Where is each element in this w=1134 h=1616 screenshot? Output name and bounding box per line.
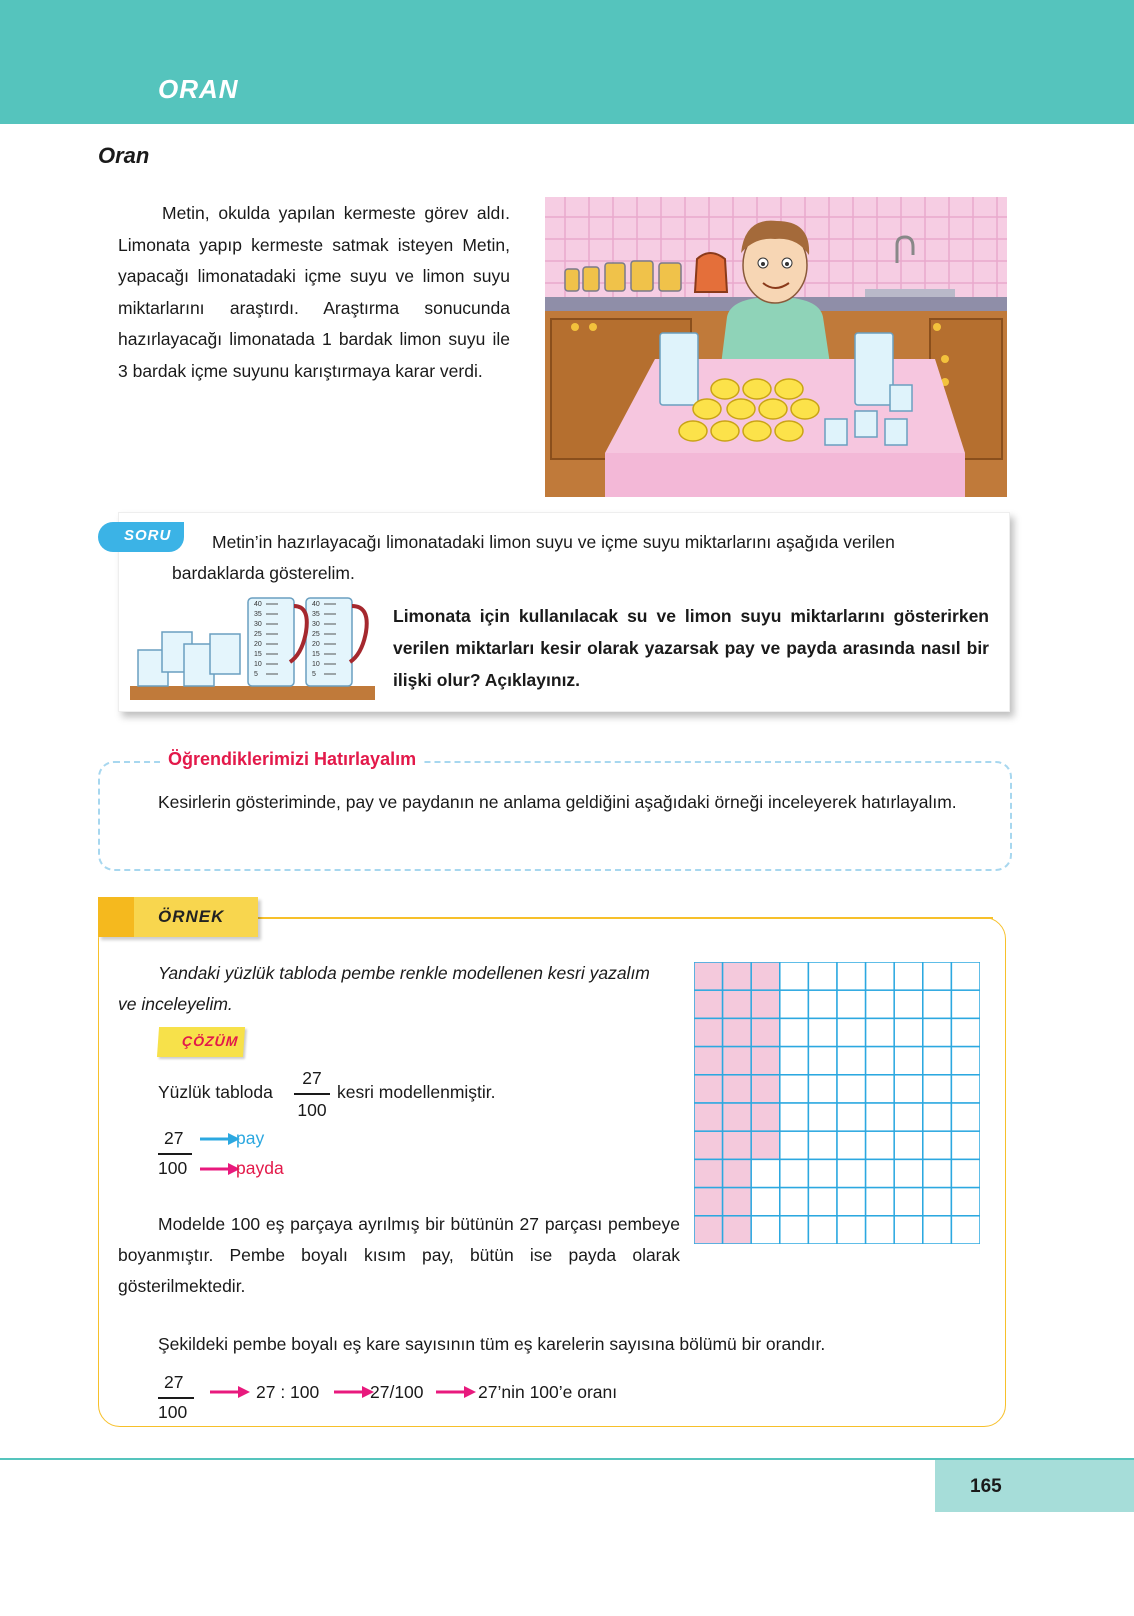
grid-cell-shaded: [751, 990, 780, 1018]
grid-cell: [951, 1018, 980, 1046]
grid-cell-shaded: [723, 1103, 752, 1131]
pitcher-mark-label: 10: [254, 661, 262, 668]
remember-text-content: Kesirlerin gösteriminde, pay ve paydanın ne anlama geldiğini aşağıdaki örneği inceleyerek hatırlayalım.: [158, 792, 957, 812]
grid-cell-shaded: [723, 1188, 752, 1216]
grid-cell: [837, 1018, 866, 1046]
grid-cell-shaded: [751, 1047, 780, 1075]
ornek-badge-stripe: [98, 897, 134, 937]
grid-cell: [780, 1159, 809, 1187]
grid-cell: [866, 1216, 895, 1244]
arrow-icon: [436, 1385, 476, 1399]
ratio-form-colon: 27 : 100: [256, 1382, 320, 1402]
grid-cell-shaded: [723, 1018, 752, 1046]
line1-before: Yüzlük tabloda: [158, 1082, 273, 1102]
pitcher-mark-label: 5: [312, 671, 316, 678]
grid-cell: [808, 1103, 837, 1131]
grid-cell: [894, 1047, 923, 1075]
grid-cell-shaded: [723, 1075, 752, 1103]
grid-cell: [923, 1075, 952, 1103]
grid-cell: [894, 962, 923, 990]
grid-cell-shaded: [694, 962, 723, 990]
grid-cell-shaded: [723, 1047, 752, 1075]
grid-cell: [923, 1188, 952, 1216]
fraction-numerator: 27: [302, 1068, 322, 1088]
grid-cell: [951, 1216, 980, 1244]
grid-cell: [923, 1103, 952, 1131]
ratio-form-slash: 27/100: [370, 1382, 424, 1402]
grid-cell: [894, 1075, 923, 1103]
fraction-27-100: [294, 1066, 330, 1122]
page-number-box: [935, 1460, 1134, 1512]
pitcher-mark-label: 15: [312, 651, 320, 658]
grid-cell: [923, 1047, 952, 1075]
pitcher-mark-label: 20: [254, 641, 262, 648]
grid-cell-shaded: [751, 962, 780, 990]
grid-cell: [780, 990, 809, 1018]
page-number: 165: [970, 1476, 1002, 1497]
grid-cell: [808, 1075, 837, 1103]
grid-cell: [780, 962, 809, 990]
chapter-title: ORAN: [158, 74, 239, 104]
grid-cell: [951, 990, 980, 1018]
grid-cell: [951, 962, 980, 990]
soru-text-content: Metin’in hazırlayacağı limonatadaki limon suyu ve içme suyu miktarlarını aşağıda verilen bardaklarda gösterelim.: [172, 532, 895, 583]
grid-cell: [866, 1159, 895, 1187]
grid-cell: [951, 1047, 980, 1075]
line1-after: kesri modellenmiştir.: [337, 1082, 496, 1102]
pitcher-mark-label: 20: [312, 641, 320, 648]
remember-title: Öğrendiklerimizi Hatırlayalım: [160, 749, 424, 770]
grid-cell: [894, 1188, 923, 1216]
grid-cell: [894, 1216, 923, 1244]
grid-cell: [923, 962, 952, 990]
pitcher-mark-label: 40: [254, 601, 262, 608]
grid-cell-shaded: [694, 1159, 723, 1187]
ratio-denominator: 100: [158, 1402, 188, 1422]
grid-cell: [866, 962, 895, 990]
grid-cell: [951, 1075, 980, 1103]
ornek-prompt: [118, 958, 658, 1020]
soru-badge-label: SORU: [124, 527, 172, 544]
grid-cell: [866, 1018, 895, 1046]
hundred-grid: [694, 962, 980, 1244]
grid-cell: [837, 1131, 866, 1159]
pitcher-mark-label: 30: [254, 621, 262, 628]
ratio-sentence: Şekildeki pembe boyalı eş kare sayısının tüm eş karelerin sayısına bölümü bir orandır.: [158, 1334, 826, 1354]
grid-cell: [780, 1075, 809, 1103]
explanation: [118, 1209, 680, 1302]
grid-cell-shaded: [694, 1188, 723, 1216]
ornek-prompt-content: Yandaki yüzlük tabloda pembe renkle modellenen kesri yazalım ve inceleyelim.: [118, 963, 650, 1014]
grid-cell: [923, 1018, 952, 1046]
cozum-badge: [157, 1027, 245, 1057]
grid-cell: [951, 1159, 980, 1187]
ornek-top-line: [258, 917, 993, 919]
intro-paragraph: [118, 198, 510, 387]
grid-cell: [923, 1159, 952, 1187]
grid-cell: [866, 990, 895, 1018]
grid-cell: [866, 1047, 895, 1075]
grid-cell: [780, 1018, 809, 1046]
grid-cell: [808, 962, 837, 990]
fraction-denominator: 100: [297, 1099, 327, 1120]
grid-cell: [808, 1159, 837, 1187]
grid-cell: [837, 962, 866, 990]
header-band: [0, 0, 1134, 124]
grid-cell: [837, 990, 866, 1018]
fraction-bar: [294, 1093, 330, 1095]
grid-cell-shaded: [751, 1018, 780, 1046]
grid-cell-shaded: [723, 1216, 752, 1244]
pitcher-mark-label: 30: [312, 621, 320, 628]
pay-label: pay: [236, 1128, 265, 1148]
grid-cell-shaded: [694, 1131, 723, 1159]
grid-cell: [866, 1188, 895, 1216]
grid-cell: [837, 1103, 866, 1131]
pitcher-mark-label: 10: [312, 661, 320, 668]
grid-cell: [751, 1159, 780, 1187]
grid-cell: [808, 1047, 837, 1075]
grid-cell: [837, 1188, 866, 1216]
arrow-icon: [210, 1385, 250, 1399]
grid-cell-shaded: [751, 1131, 780, 1159]
grid-cell: [837, 1047, 866, 1075]
grid-cell-shaded: [723, 990, 752, 1018]
grid-cell: [780, 1216, 809, 1244]
grid-cell-shaded: [694, 1018, 723, 1046]
pitchers-and-glasses-illustration: [130, 592, 388, 704]
grid-cell: [808, 1131, 837, 1159]
grid-cell: [866, 1075, 895, 1103]
pitcher-mark-label: 35: [254, 611, 262, 618]
grid-cell: [837, 1216, 866, 1244]
payda-label: payda: [236, 1158, 284, 1178]
pitcher-mark-label: 35: [312, 611, 320, 618]
pay-numerator: 27: [164, 1128, 184, 1148]
grid-cell: [837, 1075, 866, 1103]
grid-cell: [780, 1188, 809, 1216]
kitchen-illustration: [545, 197, 1007, 497]
grid-cell: [751, 1216, 780, 1244]
intro-text: Metin, okulda yapılan kermeste görev aldı. Limonata yapıp kermeste satmak isteyen Metin, yapacağı limonatadaki içme suyu ve limon suyu miktarlarını araştırdı. Araştırma sonucunda hazırlayacağı limonatada 1 bardak limon suyu ile 3 bardak içme suyunu karıştırmaya karar verdi.: [118, 203, 510, 381]
grid-cell: [780, 1103, 809, 1131]
grid-cell: [808, 1216, 837, 1244]
grid-cell: [894, 990, 923, 1018]
grid-cell-shaded: [694, 990, 723, 1018]
grid-cell-shaded: [751, 1103, 780, 1131]
pitcher-mark-label: 5: [254, 671, 258, 678]
grid-cell: [894, 1103, 923, 1131]
grid-cell: [894, 1159, 923, 1187]
explanation-content: Modelde 100 eş parçaya ayrılmış bir bütünün 27 parçası pembeye boyanmıştır. Pembe boyalı kısım pay, bütün ise payda olarak gösterilmektedir.: [118, 1214, 680, 1296]
grid-cell-shaded: [694, 1047, 723, 1075]
soru-text: [172, 527, 992, 589]
cozum-badge-label: ÇÖZÜM: [181, 1033, 239, 1049]
grid-cell: [866, 1131, 895, 1159]
pay-arrow-icon: [200, 1132, 240, 1146]
section-title: Oran: [98, 143, 150, 168]
grid-cell-shaded: [723, 1131, 752, 1159]
grid-cell: [780, 1131, 809, 1159]
grid-cell-shaded: [694, 1075, 723, 1103]
grid-cell-shaded: [723, 962, 752, 990]
grid-cell: [923, 990, 952, 1018]
grid-cell-shaded: [694, 1103, 723, 1131]
payda-denominator: 100: [158, 1158, 188, 1178]
remember-text: [118, 787, 986, 818]
pitcher-mark-label: 25: [312, 631, 320, 638]
arrow-icon: [334, 1385, 374, 1399]
grid-cell: [808, 1018, 837, 1046]
pay-fraction-bar: [158, 1153, 192, 1155]
grid-cell: [951, 1103, 980, 1131]
grid-cell: [808, 1188, 837, 1216]
grid-cell: [923, 1216, 952, 1244]
ratio-numerator: 27: [164, 1372, 184, 1392]
pitcher-mark-label: 40: [312, 601, 320, 608]
ratio-form-words: 27’nin 100’e oranı: [478, 1382, 618, 1402]
ornek-badge-label: ÖRNEK: [158, 907, 225, 926]
soru-question: Limonata için kullanılacak su ve limon suyu miktarlarını gösterirken verilen miktarları kesir olarak yazarsak pay ve payda arasında nasıl bir ilişki olur? Açıklayınız.: [393, 606, 989, 690]
grid-cell: [866, 1103, 895, 1131]
grid-cell: [894, 1018, 923, 1046]
grid-cell-shaded: [723, 1159, 752, 1187]
ratio-fraction-bar: [158, 1397, 194, 1399]
grid-cell: [923, 1131, 952, 1159]
payda-arrow-icon: [200, 1162, 240, 1176]
grid-cell: [951, 1188, 980, 1216]
grid-cell-shaded: [751, 1075, 780, 1103]
grid-cell: [780, 1047, 809, 1075]
grid-cell: [751, 1188, 780, 1216]
pitcher-mark-label: 25: [254, 631, 262, 638]
pitcher-mark-label: 15: [254, 651, 262, 658]
grid-cell: [837, 1159, 866, 1187]
grid-cell: [951, 1131, 980, 1159]
grid-cell: [808, 990, 837, 1018]
grid-cell-shaded: [694, 1216, 723, 1244]
grid-cell: [894, 1131, 923, 1159]
